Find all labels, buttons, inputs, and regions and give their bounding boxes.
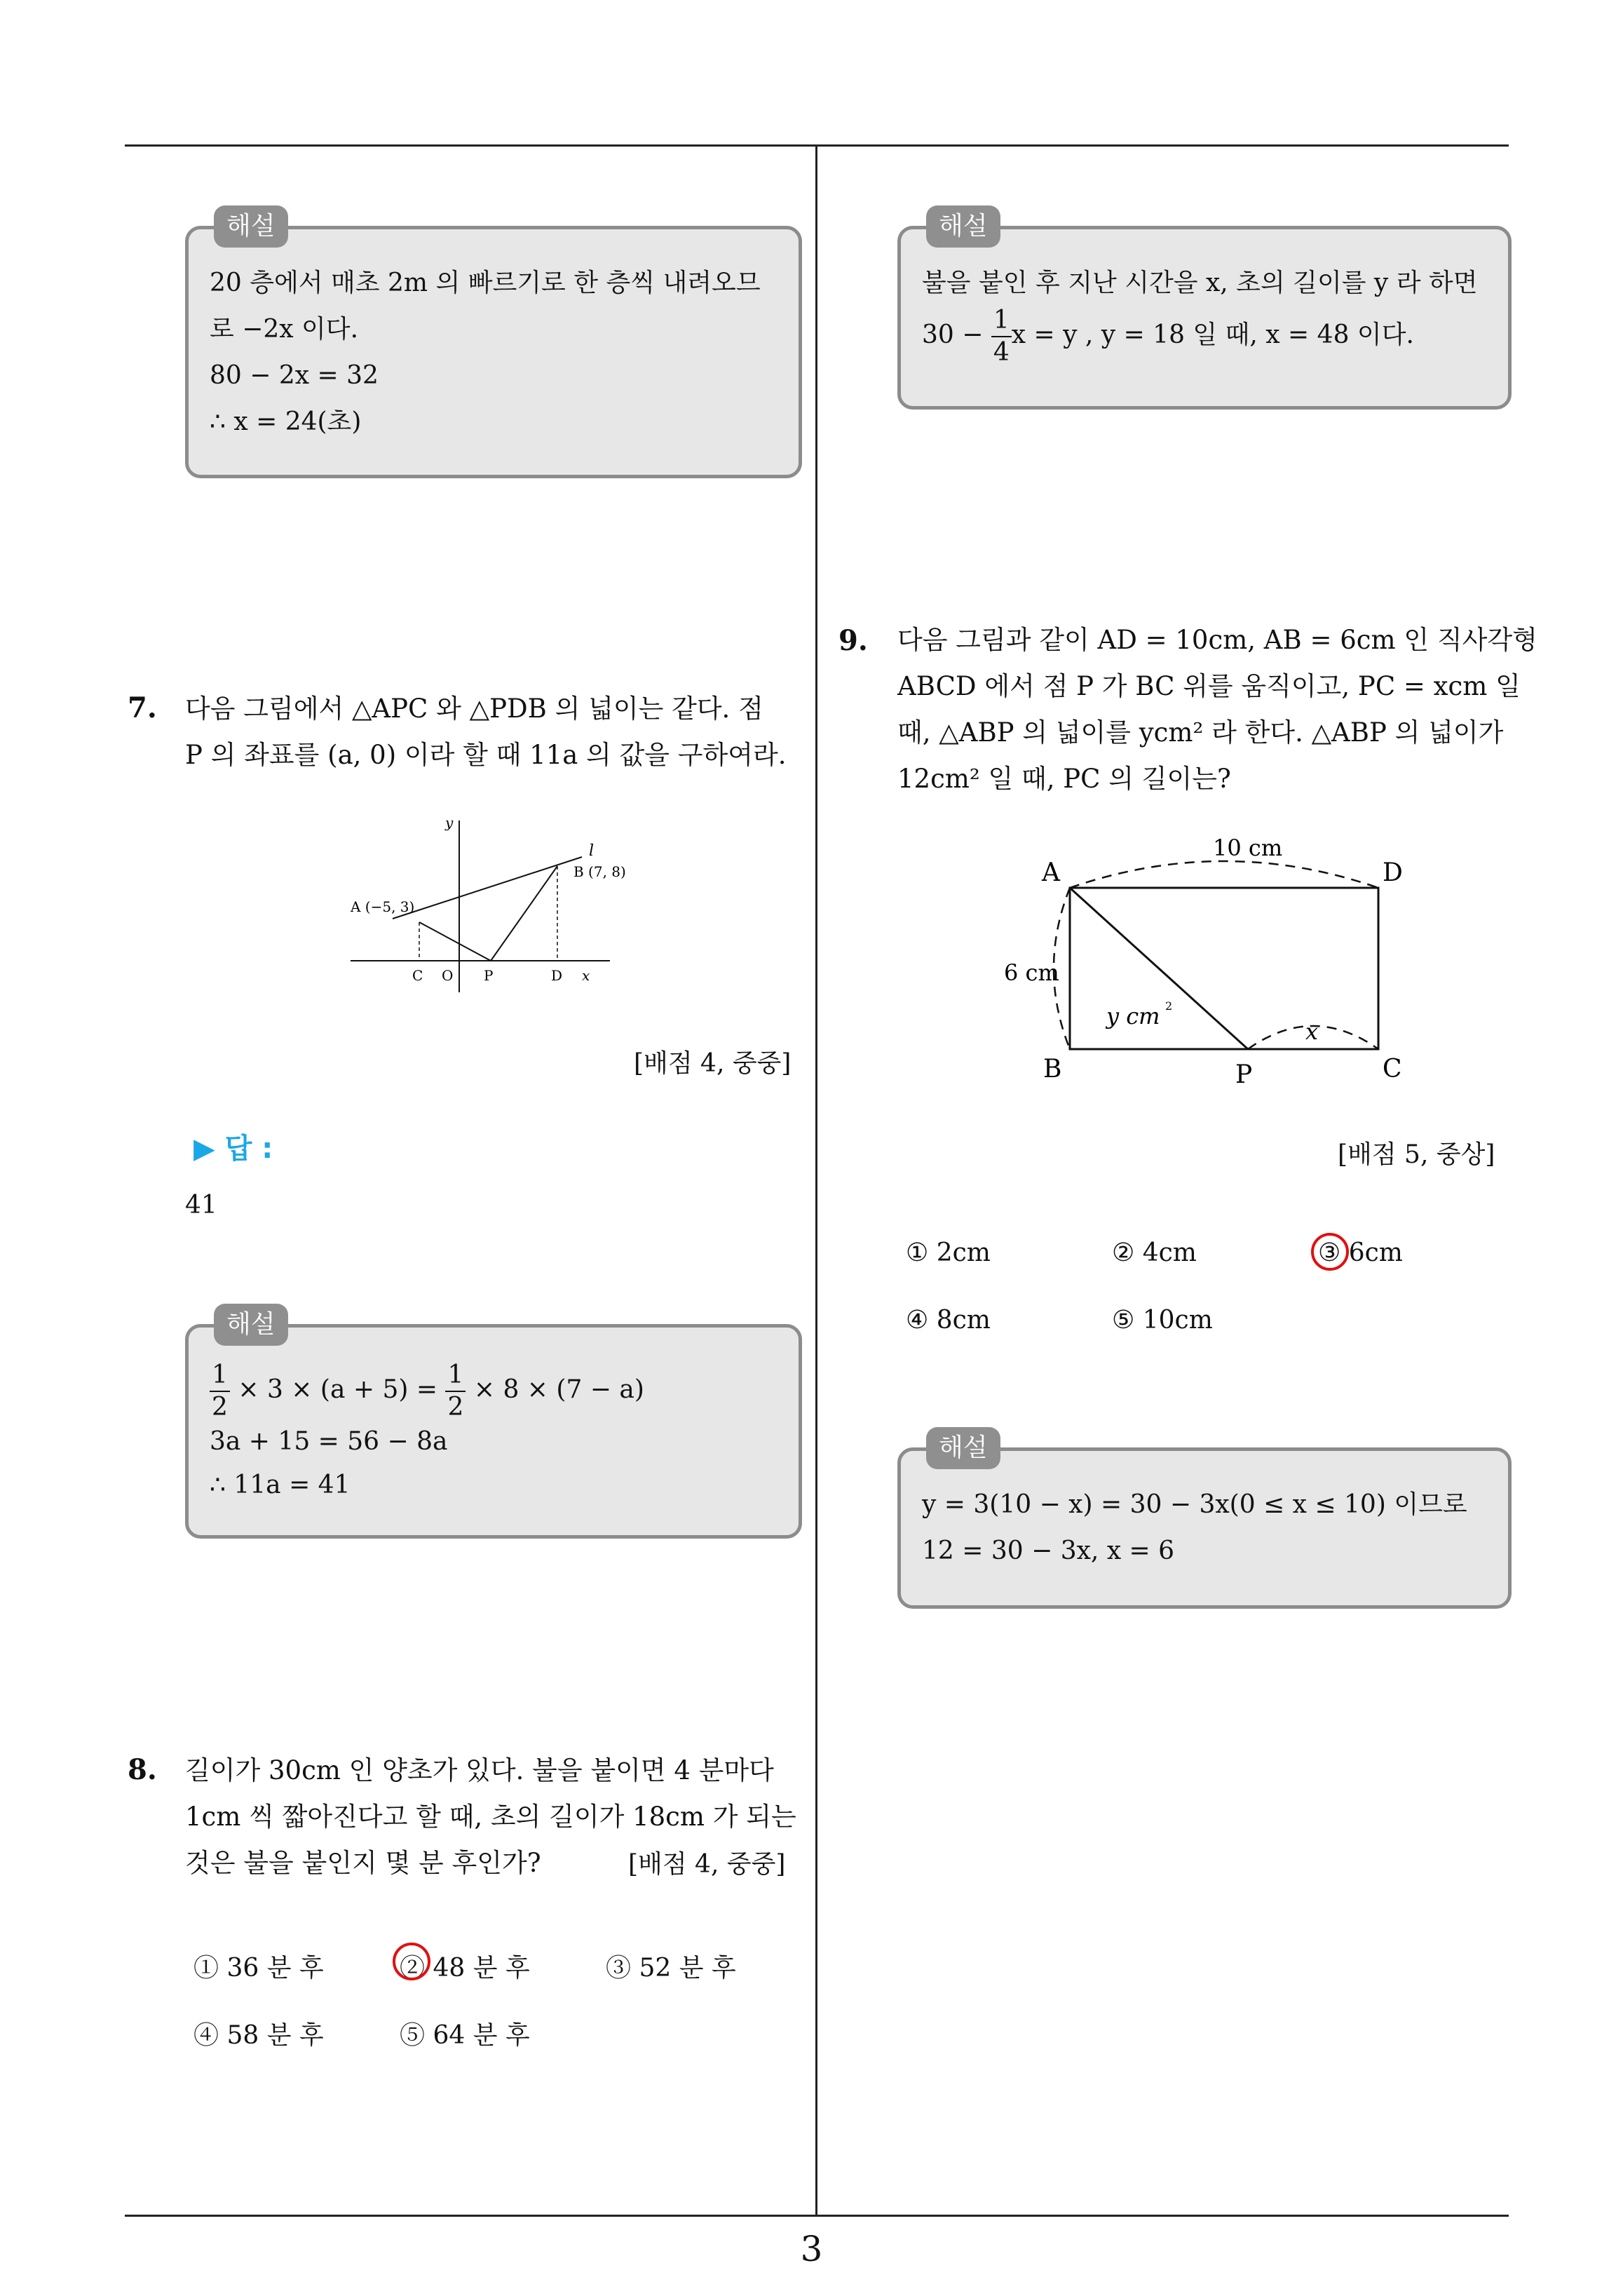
question-line: 길이가 30cm 인 양초가 있다. 불을 붙이면 4 분마다 <box>185 1755 774 1785</box>
fig-area-label: y cm <box>1106 1003 1160 1029</box>
fig-point-b: B (7, 8) <box>573 863 626 880</box>
solution-tag: 해설 <box>214 205 288 248</box>
q8-option-2[interactable]: ② 48 분 후 <box>400 1954 530 1983</box>
fig-top-length: 10 cm <box>1213 835 1283 861</box>
question-line: 다음 그림과 같이 AD = 10cm, AB = 6cm 인 직사각형 <box>897 625 1537 655</box>
page-number: 3 <box>800 2229 823 2269</box>
q8-option-3[interactable]: ③ 52 분 후 <box>606 1954 736 1983</box>
question-9-score: [배점 5, 중상] <box>1338 1140 1495 1169</box>
fig-point-p: P <box>1235 1060 1253 1089</box>
question-line: 때, △ABP 의 넓이를 ycm² 라 한다. △ABP 의 넓이가 <box>897 717 1504 748</box>
question-line: ABCD 에서 점 P 가 BC 위를 움직이고, PC = xcm 일 <box>897 671 1521 701</box>
fig-point-b: B <box>1043 1055 1062 1083</box>
solution-line: ∴ x = 24(초) <box>210 407 362 436</box>
column-divider <box>815 144 817 2217</box>
question-9-text <box>897 617 1537 802</box>
answer-value: 41 <box>185 1191 217 1220</box>
fig-area-superscript: 2 <box>1165 999 1173 1013</box>
selected-answer-circle <box>1311 1233 1349 1271</box>
fig-point-d: D <box>1383 858 1403 887</box>
question-number-9: 9. <box>838 624 868 657</box>
fig-point-d: D <box>551 967 563 984</box>
fig-x-label: x <box>1305 1018 1319 1045</box>
q9-option-5[interactable]: ⑤ 10cm <box>1112 1306 1213 1335</box>
fraction: $\frac{1}{4}$ <box>991 308 1012 365</box>
question-7-score: [배점 4, 중중] <box>634 1049 792 1078</box>
solution-line: 로 −2x 이다. <box>210 315 359 344</box>
fig-point-p: P <box>484 967 494 984</box>
solution-tag: 해설 <box>214 1304 288 1346</box>
solution-line: ∴ 11a = 41 <box>210 1471 351 1499</box>
fig-point-c: C <box>412 967 423 984</box>
solution-box-8 <box>897 212 1512 410</box>
question-line: 1cm 씩 짧아진다고 할 때, 초의 길이가 18cm 가 되는 <box>185 1802 796 1832</box>
solution-tag: 해설 <box>926 1427 1000 1469</box>
q9-option-4[interactable]: ④ 8cm <box>906 1306 991 1335</box>
solution-box-9 <box>897 1433 1512 1609</box>
solution-box-7 <box>185 1310 802 1539</box>
answer-label: ▶ 답 : <box>193 1133 273 1165</box>
solution-line: $\frac{1}{2}$ × 3 × (a + 5) = $\frac{1}{2}$ × 8 × (7 − a) <box>210 1363 777 1420</box>
question-number-7: 7. <box>128 691 157 724</box>
fraction: $\frac{1}{2}$ <box>445 1363 466 1420</box>
question-line: 것은 불을 붙인지 몇 분 후인가? <box>185 1848 541 1878</box>
fig-side-length: 6 cm <box>1004 959 1059 986</box>
question-line: 다음 그림에서 △APC 와 △PDB 의 넓이는 같다. 점 <box>185 694 763 724</box>
q8-option-4[interactable]: ④ 58 분 후 <box>193 2021 324 2050</box>
question-9-figure <box>982 835 1437 1101</box>
fig-point-a: A <box>1042 858 1060 887</box>
solution-line: 3a + 15 = 56 − 8a <box>210 1427 448 1456</box>
solution-tag: 해설 <box>926 205 1000 248</box>
bottom-rule <box>125 2215 1509 2217</box>
question-8-score: [배점 4, 중중] <box>628 1850 786 1879</box>
solution-line: 불을 붙인 후 지난 시간을 x, 초의 길이를 y 라 하면 <box>922 269 1478 297</box>
fraction: $\frac{1}{2}$ <box>210 1363 230 1420</box>
solution-line: 80 − 2x = 32 <box>210 361 379 390</box>
question-number-8: 8. <box>128 1753 157 1786</box>
question-7-text <box>185 686 787 778</box>
q8-option-1[interactable]: ① 36 분 후 <box>193 1954 324 1983</box>
question-7-figure <box>344 813 652 1003</box>
solution-box-6 <box>185 212 802 478</box>
q9-option-1[interactable]: ① 2cm <box>906 1238 991 1267</box>
q9-option-2[interactable]: ② 4cm <box>1112 1238 1197 1267</box>
question-line: P 의 좌표를 (a, 0) 이라 할 때 11a 의 값을 구하여라. <box>185 740 787 770</box>
solution-line: 20 층에서 매초 2m 의 빠르기로 한 층씩 내려오므 <box>210 269 761 297</box>
fig-point-c: C <box>1383 1055 1402 1083</box>
selected-answer-circle <box>393 1943 430 1980</box>
q8-option-5[interactable]: ⑤ 64 분 후 <box>400 2021 530 2050</box>
fig-x-label: x <box>582 967 590 984</box>
solution-line: y = 3(10 − x) = 30 − 3x(0 ≤ x ≤ 10) 이므로 <box>922 1490 1467 1519</box>
solution-line: 12 = 30 − 3x, x = 6 <box>922 1537 1175 1565</box>
solution-line: 30 − $\frac{1}{4}$ x = y , y = 18 일 때, x = 48 이다. <box>922 306 1414 367</box>
q9-option-3[interactable]: ③ 6cm <box>1318 1238 1403 1267</box>
fig-y-label: y <box>445 814 454 831</box>
fig-line-label: l <box>589 842 595 860</box>
question-line: 12cm² 일 때, PC 의 길이는? <box>897 764 1231 794</box>
fig-origin: O <box>442 967 454 984</box>
fig-point-a: A (−5, 3) <box>351 898 415 915</box>
